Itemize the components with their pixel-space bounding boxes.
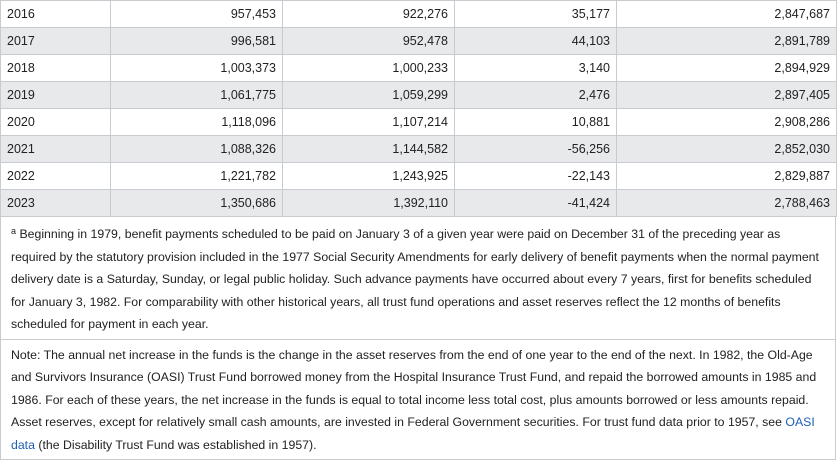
cell-reserves: 2,908,286 (617, 109, 837, 136)
cell-income: 996,581 (111, 28, 283, 55)
cell-reserves: 2,788,463 (617, 190, 837, 217)
cell-net: 35,177 (455, 1, 617, 28)
cell-year: 2019 (1, 82, 111, 109)
footnote-a (0, 217, 836, 340)
cell-cost: 1,059,299 (283, 82, 455, 109)
cell-year: 2022 (1, 163, 111, 190)
note-text-after: (the Disability Trust Fund was established in 1957). (35, 438, 317, 452)
cell-net: 10,881 (455, 109, 617, 136)
cell-reserves: 2,891,789 (617, 28, 837, 55)
cell-cost: 1,392,110 (283, 190, 455, 217)
table-row (1, 109, 837, 136)
table-row (1, 28, 837, 55)
cell-cost: 1,144,582 (283, 136, 455, 163)
cell-net: 3,140 (455, 55, 617, 82)
cell-year: 2021 (1, 136, 111, 163)
cell-cost: 922,276 (283, 1, 455, 28)
cell-year: 2016 (1, 1, 111, 28)
cell-reserves: 2,894,929 (617, 55, 837, 82)
cell-net: -56,256 (455, 136, 617, 163)
cell-year: 2020 (1, 109, 111, 136)
table-row (1, 55, 837, 82)
footnote-text: Beginning in 1979, benefit payments scheduled to be paid on January 3 of a given year were paid on December 31 of the preceding year as required by the statutory provision included in the 1977 Social Security Amendments for early delivery of benefit payments when the normal payment delivery date is a Saturday, Sunday, or legal public holiday. Such advance payments have occurred about every 7 years, first for benefits scheduled for January 3, 1982. For comparability with other historical years, all trust fund operations and asset reserves reflect the 12 months of benefits scheduled for payment in each year. (11, 227, 819, 331)
cell-year: 2018 (1, 55, 111, 82)
cell-year: 2023 (1, 190, 111, 217)
cell-reserves: 2,847,687 (617, 1, 837, 28)
cell-reserves: 2,897,405 (617, 82, 837, 109)
table-row (1, 190, 837, 217)
cell-income: 1,061,775 (111, 82, 283, 109)
cell-income: 1,221,782 (111, 163, 283, 190)
cell-cost: 1,107,214 (283, 109, 455, 136)
cell-net: 2,476 (455, 82, 617, 109)
cell-reserves: 2,829,887 (617, 163, 837, 190)
note-text-before: Note: The annual net increase in the funds is the change in the asset reserves from the end of one year to the end of the next. In 1982, the Old-Age and Survivors Insurance (OASI) Trust Fund borrowed money from the Hospital Insurance Trust Fund, and repaid the borrowed amounts in 1985 and 1986. For each of these years, the net increase in the funds is equal to total income less total cost, plus amounts borrowed or less amounts repaid. Asset reserves, except for relatively small cash amounts, are invested in Federal Government securities. For trust fund data prior to 1957, see (11, 348, 816, 430)
cell-cost: 1,000,233 (283, 55, 455, 82)
cell-year: 2017 (1, 28, 111, 55)
cell-income: 1,088,326 (111, 136, 283, 163)
note-block (0, 340, 836, 460)
cell-net: -22,143 (455, 163, 617, 190)
cell-income: 1,118,096 (111, 109, 283, 136)
cell-cost: 952,478 (283, 28, 455, 55)
footnote-marker: a (11, 226, 16, 236)
table-row (1, 82, 837, 109)
cell-net: -41,424 (455, 190, 617, 217)
table-row (1, 1, 837, 28)
table-row (1, 136, 837, 163)
cell-income: 1,003,373 (111, 55, 283, 82)
cell-income: 957,453 (111, 1, 283, 28)
cell-net: 44,103 (455, 28, 617, 55)
cell-income: 1,350,686 (111, 190, 283, 217)
trust-fund-table (0, 0, 837, 217)
cell-cost: 1,243,925 (283, 163, 455, 190)
cell-reserves: 2,852,030 (617, 136, 837, 163)
table-row (1, 163, 837, 190)
oasi-data-link[interactable]: OASI data (11, 415, 815, 452)
